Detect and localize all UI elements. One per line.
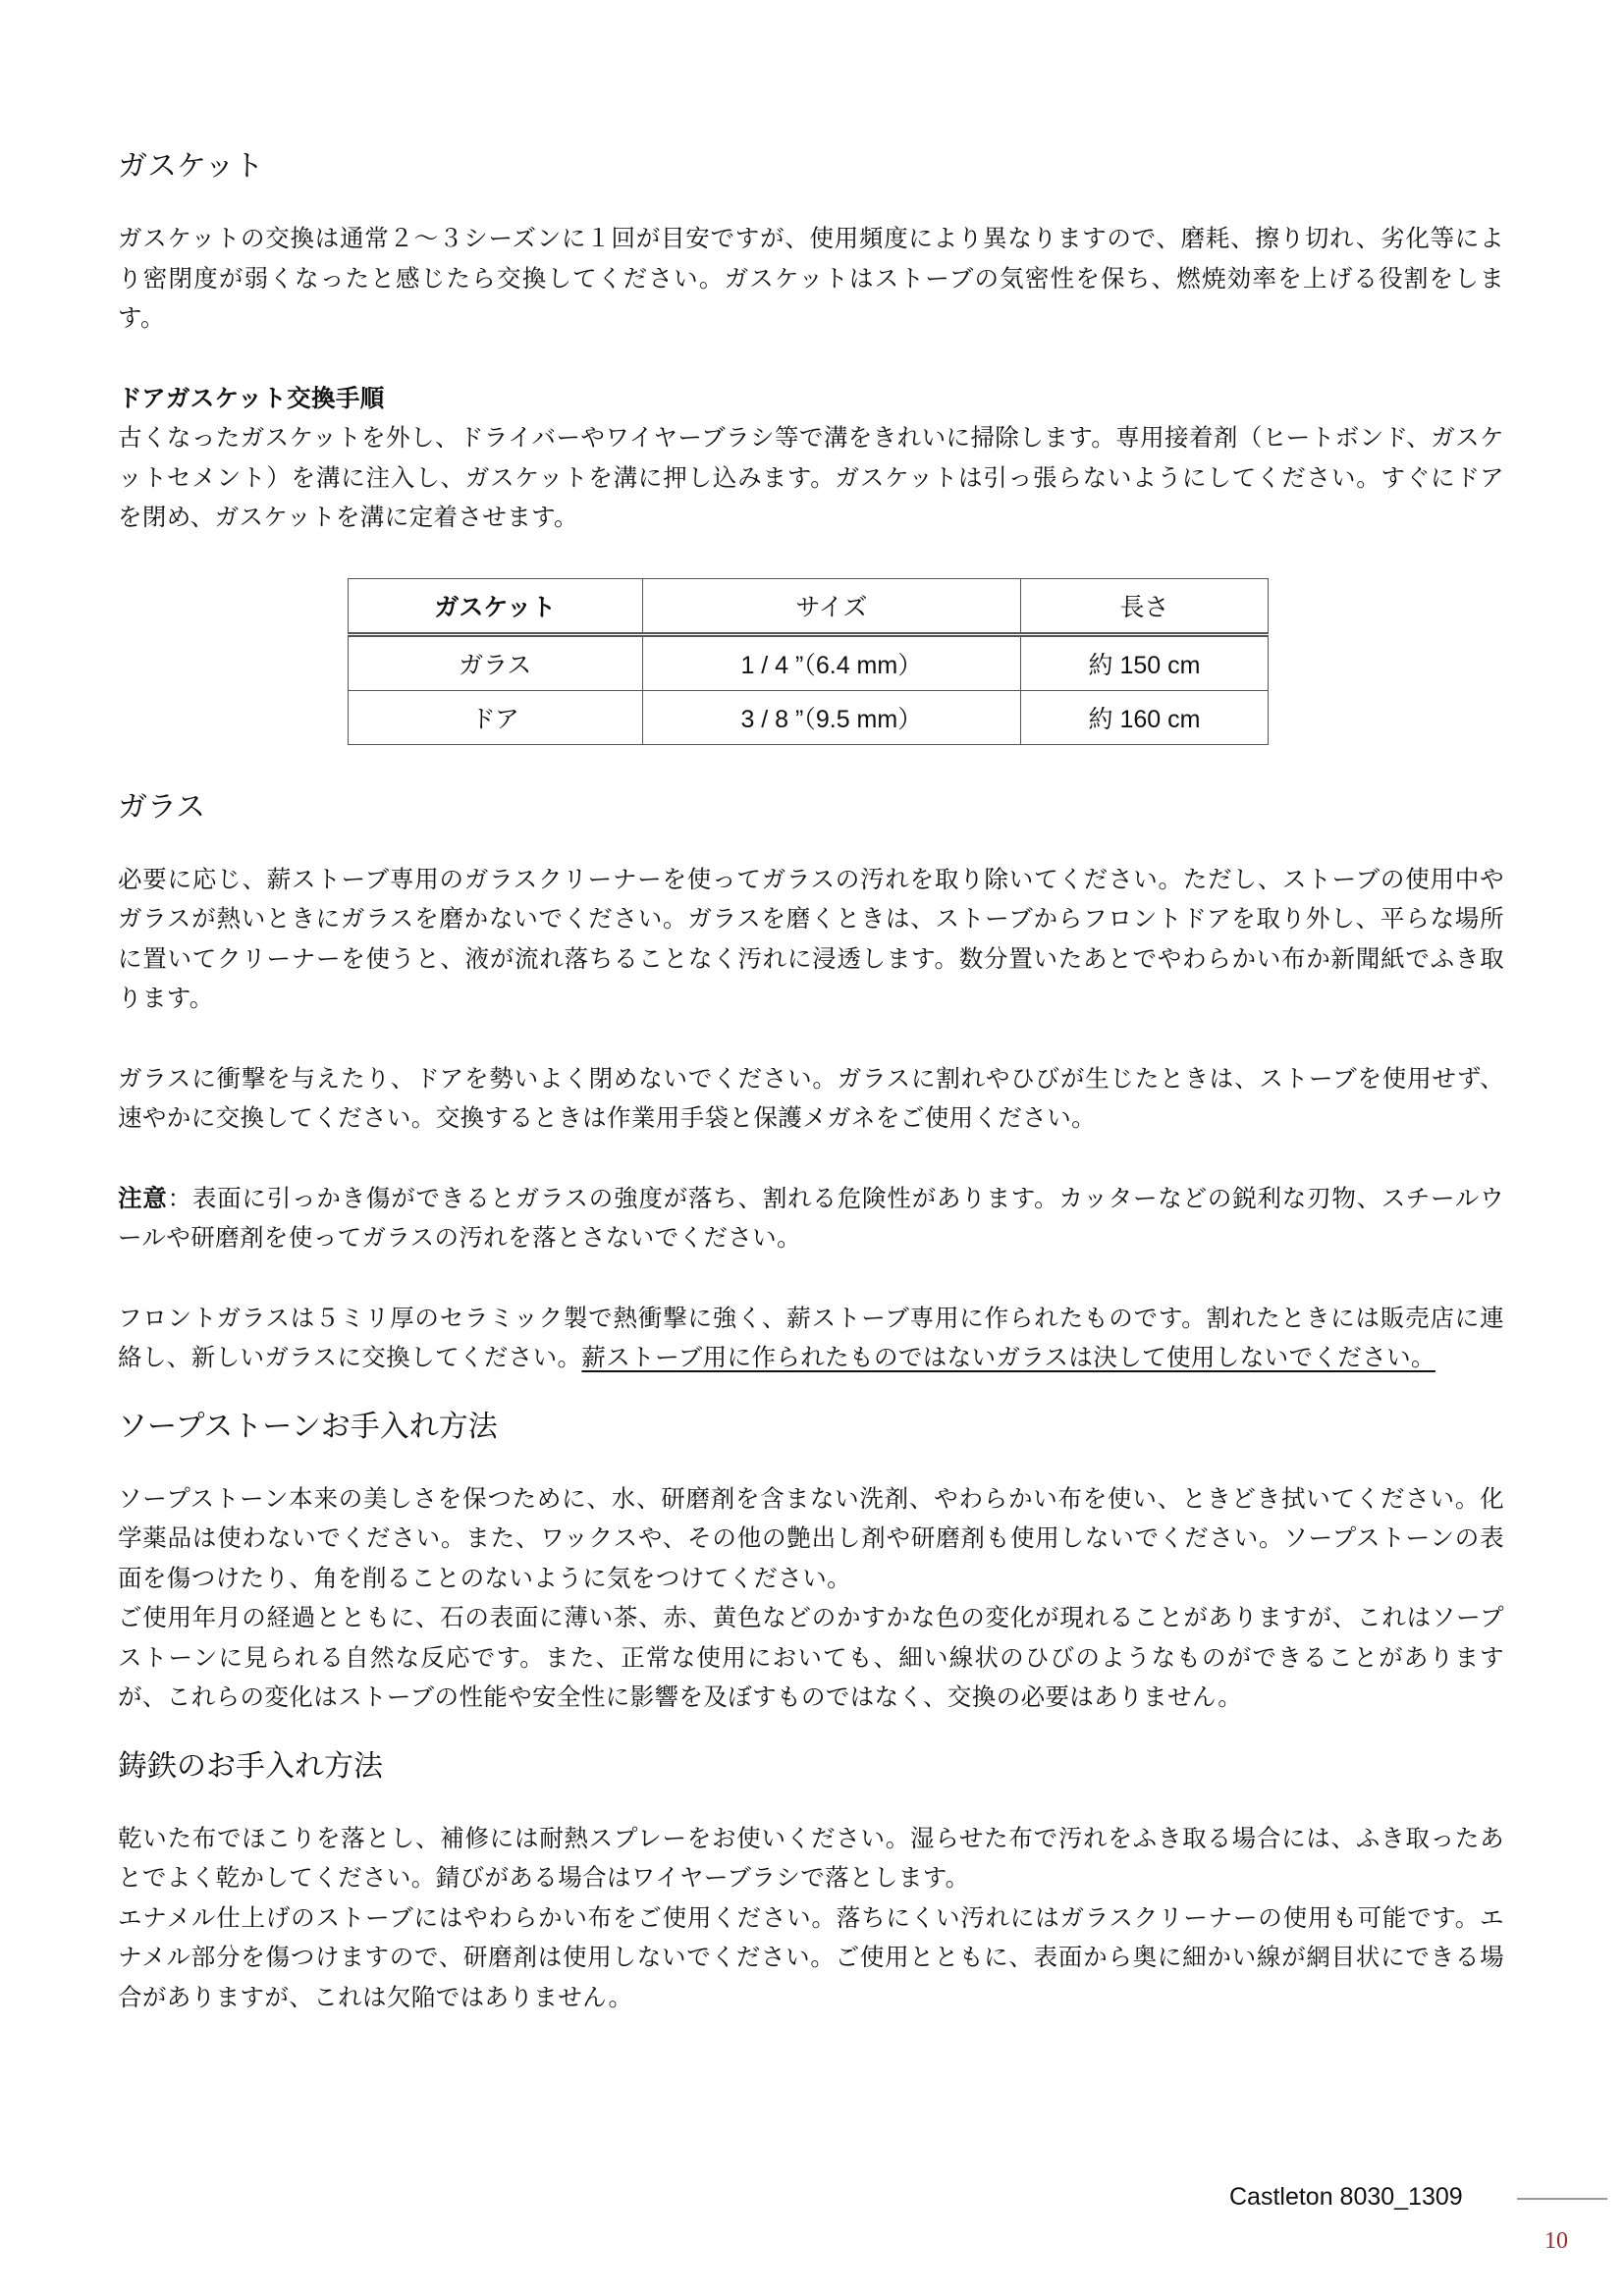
table-cell-part: ドア bbox=[349, 690, 643, 744]
glass-paragraph-4-text: フロントガラスは５ミリ厚のセラミック製で熱衝撃に強く、薪ストーブ専用に作られたものです。割れたときには販売店に連絡し、新しいガラスに交換してください。 bbox=[118, 1303, 1504, 1371]
table-cell-length: 約 160 cm bbox=[1021, 690, 1269, 744]
section-heading-soapstone: ソープストーンお手入れ方法 bbox=[118, 1409, 498, 1444]
table-header-row bbox=[349, 578, 1269, 634]
table-cell-part: ガラス bbox=[349, 634, 643, 690]
gasket-size-table bbox=[348, 578, 1269, 745]
soapstone-paragraph-1: ソープストーン本来の美しさを保つために、水、研磨剤を含まない洗剤、やわらかい布を使い、ときどき拭いてください。化学薬品は使わないでください。また、ワックスや、その他の艶出し剤や研磨剤も使用しないでください。ソープストーンの表面を傷つけたり、角を削ることのないように気をつけてください。 bbox=[118, 1483, 1504, 1592]
document-body bbox=[118, 147, 1504, 2017]
table-header-gasket: ガスケット bbox=[349, 578, 643, 634]
glass-paragraph-4 bbox=[118, 1299, 1504, 1378]
table-cell-size: 1 / 4 ”（6.4 mm） bbox=[642, 634, 1020, 690]
castiron-paragraph-2: エナメル仕上げのストーブにはやわらかい布をご使用ください。落ちにくい汚れにはガラスクリーナーの使用も可能です。エナメル部分を傷つけますので、研磨剤は使用しないでください。ご使用とともに、表面から奥に細かい線が網目状にできる場合がありますが、これは欠陥ではありません。 bbox=[118, 1902, 1504, 2011]
footer-divider bbox=[1517, 2198, 1607, 2200]
glass-caution bbox=[118, 1179, 1504, 1258]
table-header-size: サイズ bbox=[642, 578, 1020, 634]
table-cell-size: 3 / 8 ”（9.5 mm） bbox=[642, 690, 1020, 744]
soapstone-paragraph-2: ご使用年月の経過とともに、石の表面に薄い茶、赤、黄色などのかすかな色の変化が現れることがありますが、これはソープストーンに見られる自然な反応です。また、正常な使用においても、細い線状のひびのようなものができることがありますが、これらの変化はストーブの性能や安全性に影響を及ぼすものではなく、交換の必要はありません。 bbox=[118, 1603, 1504, 1711]
table-cell-length: 約 150 cm bbox=[1021, 634, 1269, 690]
section-heading-castiron: 鋳鉄のお手入れ方法 bbox=[118, 1748, 383, 1784]
table-header-length: 長さ bbox=[1021, 578, 1269, 634]
procedure-title: ドアガスケット交換手順 bbox=[118, 383, 385, 412]
section-heading-glass: ガラス bbox=[118, 789, 206, 825]
table-row bbox=[349, 634, 1269, 690]
page-number: 10 bbox=[1544, 2228, 1568, 2254]
procedure-text: 古くなったガスケットを外し、ドライバーやワイヤーブラシ等で溝をきれいに掃除します。専用接着剤（ヒートボンド、ガスケットセメント）を溝に注入し、ガスケットを溝に押し込みます。ガスケットは引っ張らないようにしてください。すぐにドアを閉め、ガスケットを溝に定着させます。 bbox=[118, 423, 1504, 531]
table-row bbox=[349, 690, 1269, 744]
caution-text: ：表面に引っかき傷ができるとガラスの強度が落ち、割れる危険性があります。カッターなどの鋭利な刃物、スチールウールや研磨剤を使ってガラスの汚れを落とさないでください。 bbox=[118, 1183, 1504, 1252]
glass-paragraph-1: 必要に応じ、薪ストーブ専用のガラスクリーナーを使ってガラスの汚れを取り除いてください。ただし、ストーブの使用中やガラスが熱いときにガラスを磨かないでください。ガラスを磨くときは、ストーブからフロントドアを取り外し、平らな場所に置いてクリーナーを使うと、液が流れ落ちることなく汚れに浸透します。数分置いたあとでやわらかい布か新聞紙でふき取ります。 bbox=[118, 864, 1504, 1012]
castiron-paragraph-1: 乾いた布でほこりを落とし、補修には耐熱スプレーをお使いください。湿らせた布で汚れをふき取る場合には、ふき取ったあとでよく乾かしてください。錆びがある場合はワイヤーブラシで落とします。 bbox=[118, 1823, 1504, 1892]
caution-label: 注意 bbox=[118, 1183, 168, 1212]
section-heading-gasket: ガスケット bbox=[118, 149, 264, 184]
document-code: Castleton 8030_1309 bbox=[1229, 2183, 1463, 2211]
gasket-intro: ガスケットの交換は通常２～３シーズンに１回が目安ですが、使用頻度により異なりますので、磨耗、擦り切れ、劣化等により密閉度が弱くなったと感じたら交換してください。ガスケットはストーブの気密性を保ち、燃焼効率を上げる役割をします。 bbox=[118, 224, 1504, 332]
glass-paragraph-2: ガラスに衝撃を与えたり、ドアを勢いよく閉めないでください。ガラスに割れやひびが生じたときは、ストーブを使用せず、速やかに交換してください。交換するときは作業用手袋と保護メガネをご使用ください。 bbox=[118, 1063, 1504, 1132]
glass-warning-underlined: 薪ストーブ用に作られたものではないガラスは決して使用しないでください。 bbox=[581, 1343, 1435, 1371]
